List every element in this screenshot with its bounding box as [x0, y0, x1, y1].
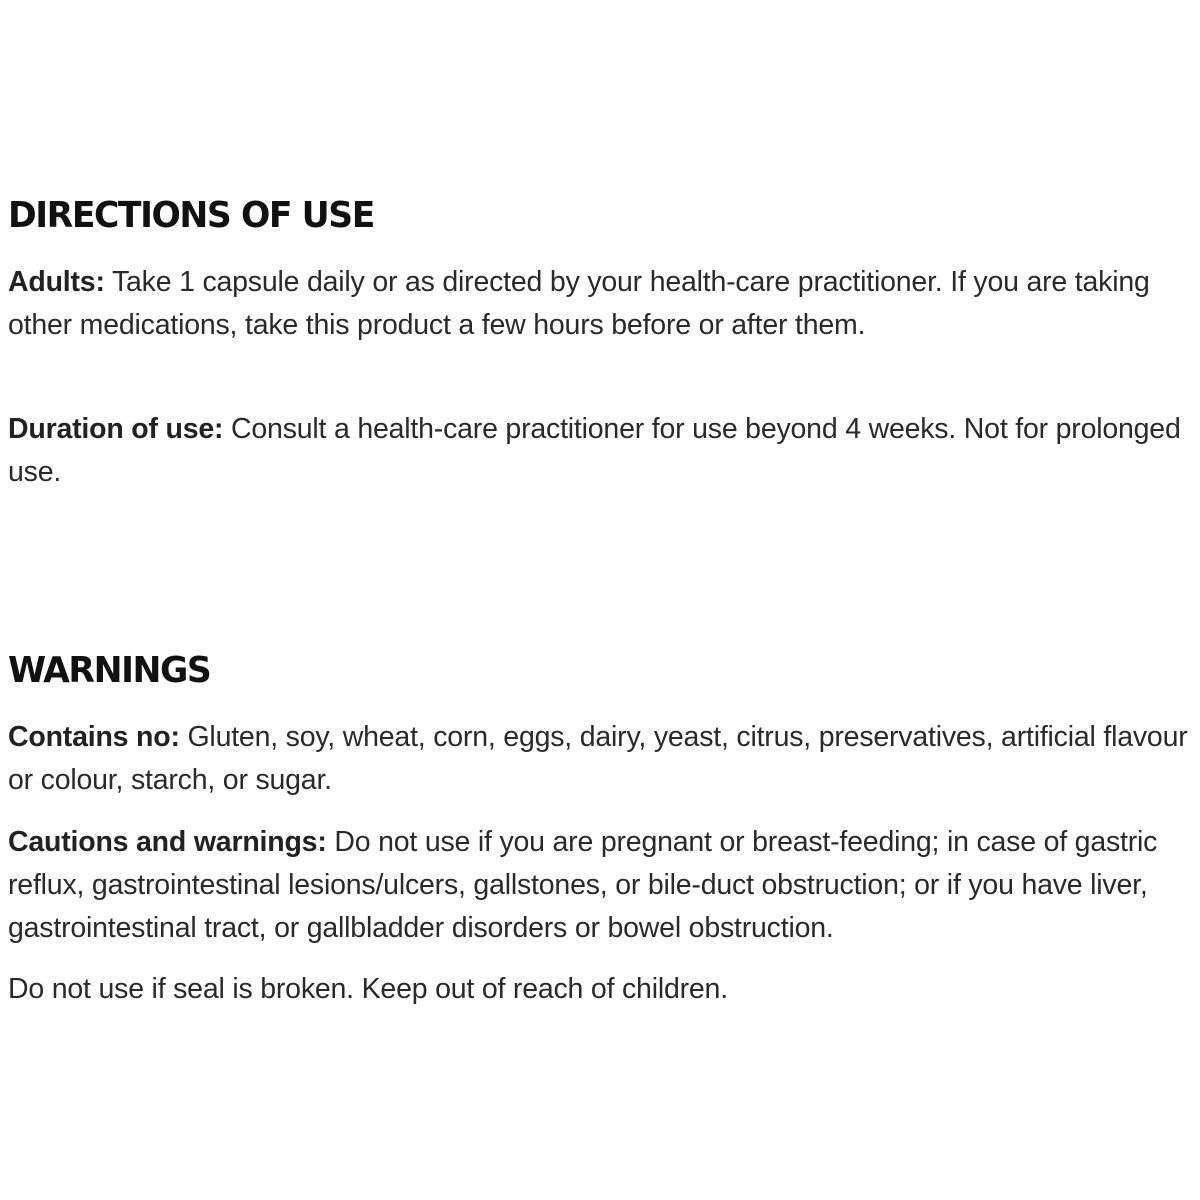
- duration-text: Consult a health-care practitioner for use beyond 4 weeks. Not for prolonged use.: [8, 413, 1181, 488]
- cautions-text: Do not use if you are pregnant or breast-feeding; in case of gastric reflux, gastrointestinal lesions/ulcers, gallstones, or bile-duct obstruction; or if you have liver, gastrointestinal tract, or gallbladder disorders or bowel obstruction.: [8, 826, 1158, 944]
- warnings-heading: WARNINGS: [8, 650, 211, 691]
- duration-paragraph: [8, 408, 1192, 494]
- contains-no-paragraph: [8, 716, 1192, 802]
- duration-label: Duration of use:: [8, 413, 224, 445]
- adults-paragraph: [8, 261, 1192, 347]
- contains-no-text: Gluten, soy, wheat, corn, eggs, dairy, yeast, citrus, preservatives, artificial flavour or colour, starch, or sugar.: [8, 721, 1188, 796]
- adults-text: Take 1 capsule daily or as directed by your health-care practitioner. If you are taking other medications, take this product a few hours before or after them.: [8, 266, 1150, 341]
- cautions-label: Cautions and warnings:: [8, 826, 327, 858]
- contains-no-label: Contains no:: [8, 721, 180, 753]
- seal-paragraph: Do not use if seal is broken. Keep out of reach of children.: [8, 973, 728, 1005]
- adults-label: Adults:: [8, 266, 105, 298]
- cautions-paragraph: [8, 821, 1192, 950]
- directions-heading: DIRECTIONS OF USE: [8, 195, 374, 236]
